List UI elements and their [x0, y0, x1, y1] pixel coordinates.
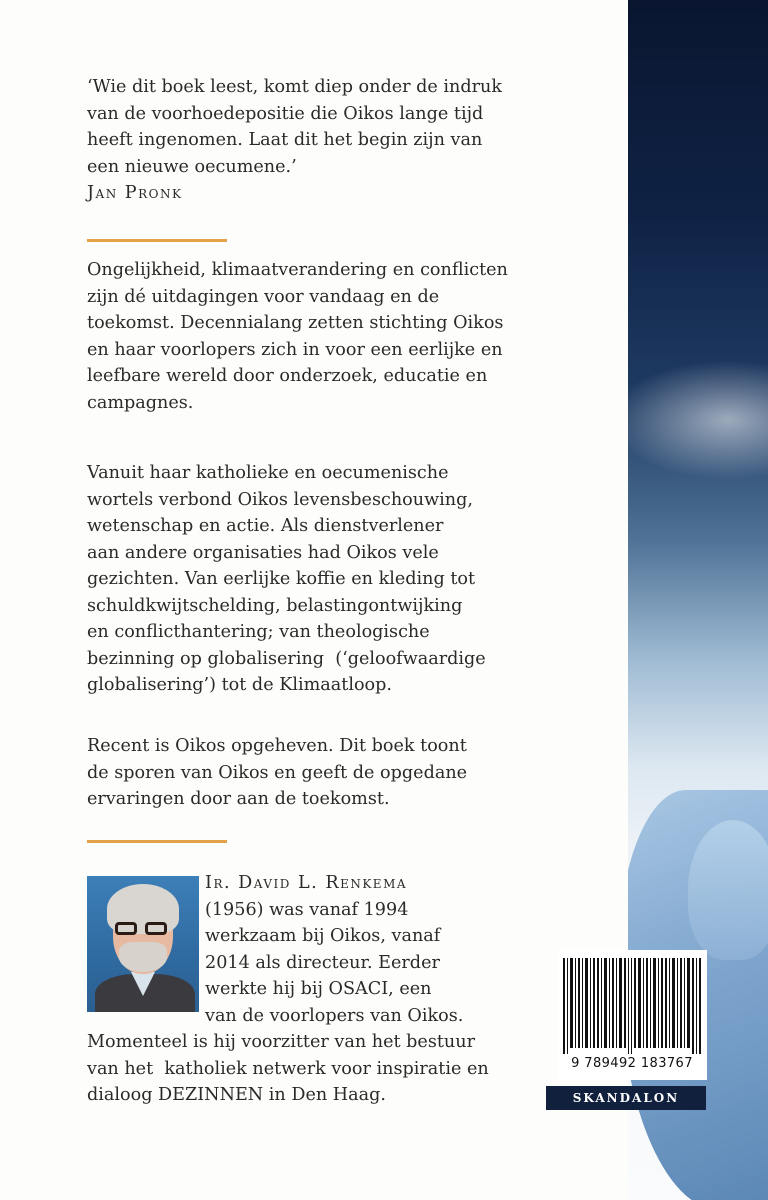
intro-paragraph — [87, 257, 527, 416]
quote-line: heeft ingenomen. Laat dit het begin zijn van — [87, 130, 483, 150]
bio-line: (1956) was vanaf 1994 — [205, 899, 409, 920]
author-photo — [87, 876, 199, 1012]
paragraph-line: gezichten. Van eerlijke koffie en kleding tot — [87, 569, 476, 589]
paragraph-line: de sporen van Oikos en geeft de opgedane — [87, 762, 468, 783]
paragraph-line: zijn dé uitdagingen voor vandaag en de — [87, 286, 440, 307]
paragraph-line: leefbare wereld door onderzoek, educatie en — [87, 366, 488, 386]
author-bio-top — [205, 870, 525, 1029]
closing-paragraph — [87, 733, 527, 813]
paragraph-line: wetenschap en actie. Als dienstverlener — [87, 516, 444, 536]
barcode-bars — [561, 958, 703, 1054]
author-bio-bottom — [87, 1029, 527, 1109]
quote-author: Jan Pronk — [87, 183, 183, 203]
publisher-logo: SKANDALON — [546, 1086, 706, 1110]
paragraph-line: en haar voorlopers zich in voor een eerlijke en — [87, 339, 503, 360]
bio-line: van het katholiek netwerk voor inspiratie en — [87, 1058, 489, 1079]
paragraph-line: Ongelijkheid, klimaatverandering en conflicten — [87, 260, 508, 280]
bio-line: werkzaam bij Oikos, vanaf — [205, 926, 441, 946]
quote-line: ‘Wie dit boek leest, komt diep onder de indruk — [87, 77, 503, 97]
author-name: Ir. David L. Renkema — [205, 873, 408, 893]
paragraph-line: schuldkwijtschelding, belastingontwijking — [87, 595, 463, 616]
paragraph-line: en conflicthantering; van theologische — [87, 622, 430, 642]
paragraph-line: wortels verbond Oikos levensbeschouwing, — [87, 489, 473, 510]
isbn-number: 9 789492 183767 — [571, 1056, 693, 1071]
bio-line: 2014 als directeur. Eerder — [205, 952, 440, 973]
endorsement-quote — [87, 74, 527, 207]
paragraph-line: Recent is Oikos opgeheven. Dit boek toont — [87, 736, 467, 756]
paragraph-line: bezinning op globalisering (‘geloofwaardige — [87, 648, 486, 669]
bio-line: Momenteel is hij voorzitter van het bestuur — [87, 1032, 475, 1052]
light-streak — [628, 360, 768, 480]
history-paragraph — [87, 460, 527, 699]
bio-line: werkte hij bij OSACI, een — [205, 979, 432, 999]
paragraph-line: globalisering’) tot de Klimaatloop. — [87, 675, 392, 695]
paragraph-line: campagnes. — [87, 392, 194, 413]
paragraph-line: aan andere organisaties had Oikos vele — [87, 542, 439, 563]
glove-finger-image — [688, 820, 768, 960]
bio-line: van de voorlopers van Oikos. — [205, 1005, 464, 1026]
orange-divider-top — [87, 239, 227, 242]
quote-line: een nieuwe oecumene.’ — [87, 156, 297, 177]
orange-divider-bottom — [87, 840, 227, 843]
isbn-barcode — [557, 950, 707, 1080]
paragraph-line: ervaringen door aan de toekomst. — [87, 789, 390, 809]
paragraph-line: toekomst. Decennialang zetten stichting Oikos — [87, 313, 504, 333]
paragraph-line: Vanuit haar katholieke en oecumenische — [87, 463, 449, 483]
quote-line: van de voorhoedepositie die Oikos lange tijd — [87, 103, 484, 124]
bio-line: dialoog DEZINNEN in Den Haag. — [87, 1085, 386, 1105]
